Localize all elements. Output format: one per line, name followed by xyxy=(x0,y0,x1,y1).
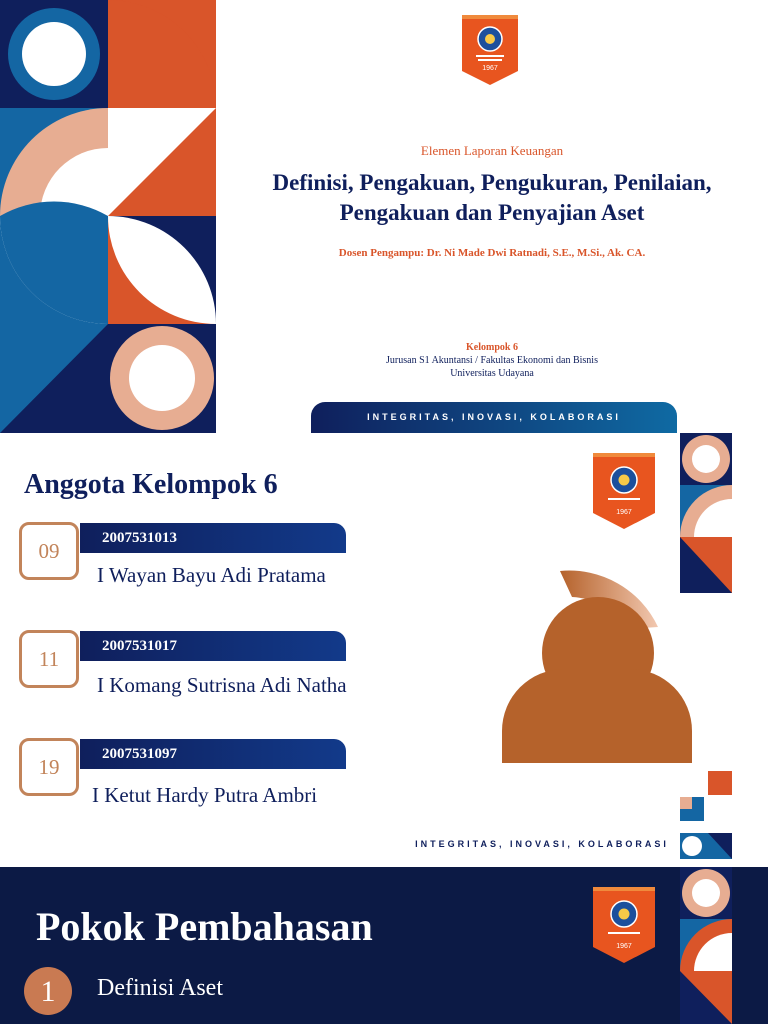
member-number: 09 xyxy=(38,539,60,563)
title-line-2: Pengakuan dan Penyajian Aset xyxy=(339,200,645,225)
university-logo xyxy=(462,15,518,85)
member-nim: 2007531017 xyxy=(102,638,177,654)
geometric-pattern xyxy=(680,433,732,593)
lecturer-text: Dosen Pengampu: Dr. Ni Made Dwi Ratnadi, S.E., M.Si., Ak. CA. xyxy=(338,247,646,259)
geometric-pattern xyxy=(0,0,216,433)
topic-number-badge xyxy=(24,967,72,1015)
member-name: I Komang Sutrisna Adi Natha xyxy=(97,673,347,697)
university-shield-icon xyxy=(462,15,518,85)
nim-bar xyxy=(80,631,346,661)
nim-bar xyxy=(80,523,346,553)
topics-heading: Pokok Pembahasan xyxy=(36,904,373,949)
member-name: I Ketut Hardy Putra Ambri xyxy=(92,783,318,807)
slide-title xyxy=(0,0,768,433)
geometric-pattern xyxy=(680,867,732,1024)
member-name: I Wayan Bayu Adi Pratama xyxy=(97,563,326,587)
title-line-1: Definisi, Pengakuan, Pengukuran, Penilaian, xyxy=(272,170,712,195)
university-text: Universitas Udayana xyxy=(450,368,534,379)
slide-subtitle: Elemen Laporan Keuangan xyxy=(420,143,564,158)
nim-bar xyxy=(80,739,346,769)
member-number: 11 xyxy=(38,647,60,671)
member-number-box xyxy=(19,738,79,796)
logo-year: 1967 xyxy=(482,65,498,72)
member-number: 19 xyxy=(38,755,60,779)
members-heading: Anggota Kelompok 6 xyxy=(24,469,278,500)
member-nim: 2007531097 xyxy=(102,746,177,762)
member-nim: 2007531013 xyxy=(102,530,177,546)
member-number-box xyxy=(19,630,79,688)
department-text: Jurusan S1 Akuntansi / Fakultas Ekonomi dan Bisnis xyxy=(386,355,598,366)
member-number-box xyxy=(19,522,79,580)
motto-banner xyxy=(311,402,677,433)
university-shield-icon xyxy=(593,453,655,529)
group-label: Kelompok 6 xyxy=(466,342,518,353)
university-logo xyxy=(593,887,655,963)
slide-members xyxy=(0,433,768,867)
university-shield-icon xyxy=(593,887,655,963)
motto-text: INTEGRITAS, INOVASI, KOLABORASI xyxy=(367,412,621,422)
topic-number: 1 xyxy=(40,975,56,1008)
logo-year: 1967 xyxy=(616,943,632,950)
slide-title-text xyxy=(216,168,768,228)
topic-item: Definisi Aset xyxy=(97,975,223,1001)
university-logo xyxy=(593,453,655,529)
person-icon xyxy=(500,561,694,763)
motto-text: INTEGRITAS, INOVASI, KOLABORASI xyxy=(415,839,669,849)
slide-topics xyxy=(0,867,768,1024)
logo-year: 1967 xyxy=(616,509,632,516)
